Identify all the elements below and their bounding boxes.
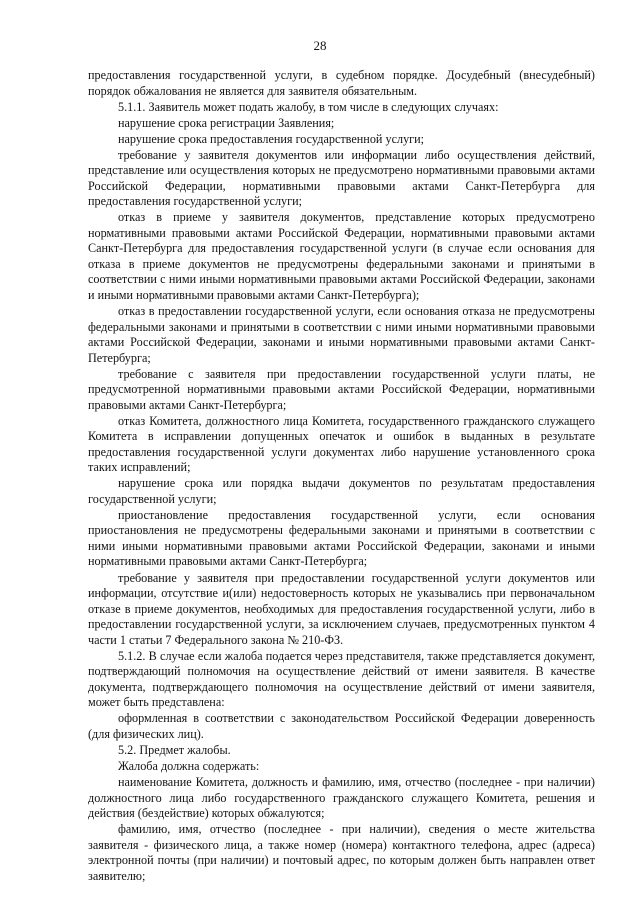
paragraph-intro-continuation: предоставления государственной услуги, в судебном порядке. Досудебный (внесудебный) порядок обжалования не является для заявителя обязательным.	[88, 68, 595, 98]
list-item-committee-name: наименование Комитета, должность и фамилию, имя, отчество (последнее - при наличии) должностного лица либо государственного гражданского служащего Комитета, решения и действия (бездействие) которых обжалуются;	[88, 775, 595, 820]
list-item-unlisted-documents: требование у заявителя при предоставлении государственной услуги документов или информации, отсутствие и(или) недостоверность которых не указывались при первоначальном отказе в приеме документов, необходимых для предоставления государственной услуги, либо в предоставлении государственной услуги, за исключением случаев, предусмотренных пунктом 4 части 1 статьи 7 Федерального закона № 210-ФЗ.	[88, 570, 595, 647]
list-item-correction-refusal: отказ Комитета, должностного лица Комитета, государственного гражданского служащего Комитета в исправлении допущенных опечаток и ошибок в выданных в результате предоставления государственной услуги документах либо нарушение установленного срока таких исправлений;	[88, 413, 595, 475]
paragraph-complaint-contents: Жалоба должна содержать:	[118, 758, 260, 773]
paragraph-5-1-2: 5.1.2. В случае если жалоба подается через представителя, также представляется документ, подтверждающий полномочия на осуществление действий от имени заявителя. В качестве документа, подтверждающего полномочия на осуществление действий от имени заявителя, может быть представлена:	[88, 648, 595, 710]
list-item-applicant-details: фамилию, имя, отчество (последнее - при наличии), сведения о месте жительства заявителя - физического лица, а также номер (номера) контактного телефона, адрес (адреса) электронной почты (при наличии) и почтовый адрес, по которым должен быть направлен ответ заявителю;	[88, 822, 595, 883]
list-item-registration-deadline: нарушение срока регистрации Заявления;	[118, 115, 335, 130]
list-item-acceptance-refusal: отказ в приеме у заявителя документов, представление которых предусмотрено нормативными правовыми актами Российской Федерации, нормативными правовыми актами Санкт-Петербурга для предоставления государственной услуги (в случае если основания для отказа в приеме документов не предусмотрены федеральными законами и принятыми в соответствии с ними иными нормативными правовыми актами Российской Федерации, законами и иными нормативными правовыми актами Санкт-Петербурга);	[88, 210, 595, 302]
list-item-fee-requirement: требование с заявителя при предоставлении государственной услуги платы, не предусмотренной нормативными правовыми актами Российской Федерации, нормативными правовыми актами Санкт-Петербурга;	[88, 366, 595, 412]
list-item-issuance-violation: нарушение срока или порядка выдачи документов по результатам предоставления государственной услуги;	[88, 476, 595, 506]
list-item-service-refusal: отказ в предоставлении государственной услуги, если основания отказа не предусмотрены федеральными законами и принятыми в соответствии с ними иными нормативными правовыми актами Российской Федерации, законами и иными нормативными правовыми актами Санкт-Петербурга;	[88, 304, 595, 365]
document-body	[88, 68, 595, 884]
paragraph-5-1-1: 5.1.1. Заявитель может подать жалобу, в том числе в следующих случаях:	[118, 99, 499, 114]
page-number: 28	[313, 38, 327, 53]
list-item-document-requirement: требование у заявителя документов или информации либо осуществления действий, представление или осуществления которых не предусмотрено нормативными правовыми актами Российской Федерации, нормативными правовыми актами Санкт-Петербурга для предоставления государственной услуги;	[88, 147, 595, 209]
list-item-suspension: приостановление предоставления государственной услуги, если основания приостановления не предусмотрены федеральными законами и принятыми в соответствии с ними иными нормативными правовыми актами Российской Федерации, законами и иными нормативными правовыми актами Санкт-Петербурга;	[88, 507, 595, 569]
list-item-service-deadline: нарушение срока предоставления государственной услуги;	[118, 131, 425, 146]
section-heading-5-2: 5.2. Предмет жалобы.	[118, 742, 231, 757]
list-item-power-of-attorney: оформленная в соответствии с законодательством Российской Федерации доверенность (для физических лиц).	[88, 711, 595, 741]
